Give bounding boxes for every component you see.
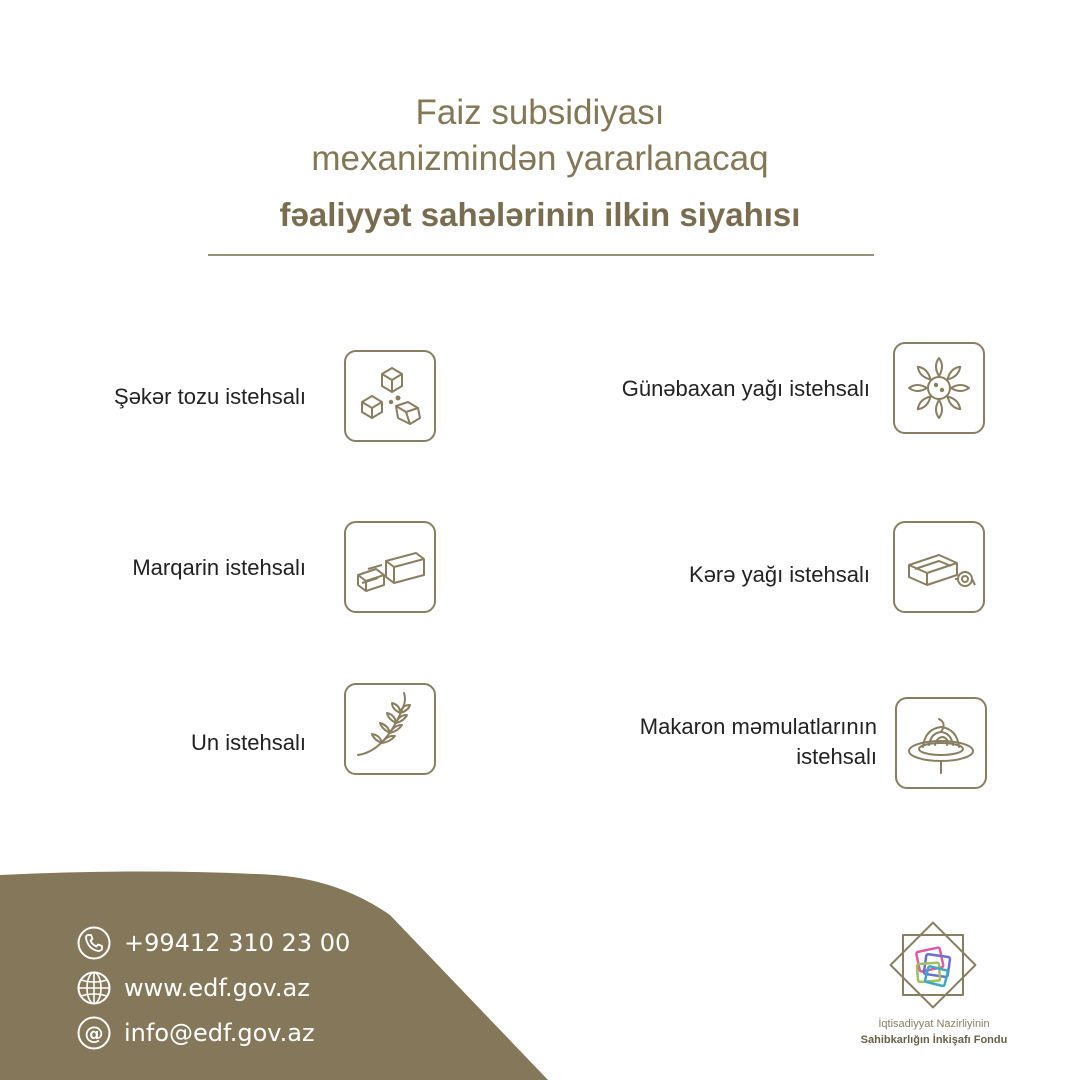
at-sign-icon — [76, 1015, 112, 1051]
edf-logo — [880, 915, 986, 1015]
org-name-line2: Sahibkarlığın İnkişafı Fondu — [860, 1034, 1008, 1046]
title-line-1: Faiz subsidiyası — [415, 93, 665, 132]
item-label-sunflower: Günəbaxan yağı istehsalı — [621, 376, 870, 401]
globe-icon — [76, 970, 112, 1006]
phone-number[interactable]: +99412 310 23 00 — [124, 929, 351, 957]
contact-phone[interactable] — [76, 925, 350, 961]
website-link[interactable]: www.edf.gov.az — [124, 974, 310, 1002]
item-label-margarine: Marqarin istehsalı — [132, 555, 306, 580]
org-name-line1: İqtisadiyyat Nazirliyinin — [878, 1018, 990, 1030]
item-label-sugar: Şəkər tozu istehsalı — [114, 384, 306, 409]
title-line-2: mexanizmindən yararlanacaq — [311, 139, 769, 178]
item-label-pasta-line2: istehsalı — [796, 744, 877, 769]
contact-email[interactable] — [76, 1015, 315, 1051]
title-line-3: fəaliyyət sahələrinin ilkin siyahısı — [279, 196, 801, 233]
item-label-butter: Kərə yağı istehsalı — [689, 562, 870, 587]
item-label-flour: Un istehsalı — [191, 730, 306, 755]
phone-icon — [76, 925, 112, 961]
svg-text:@: @ — [84, 1022, 104, 1045]
contact-website[interactable] — [76, 970, 310, 1006]
email-link[interactable]: info@edf.gov.az — [124, 1019, 315, 1047]
item-label-pasta-line1: Makaron məmulatlarının — [639, 714, 877, 739]
